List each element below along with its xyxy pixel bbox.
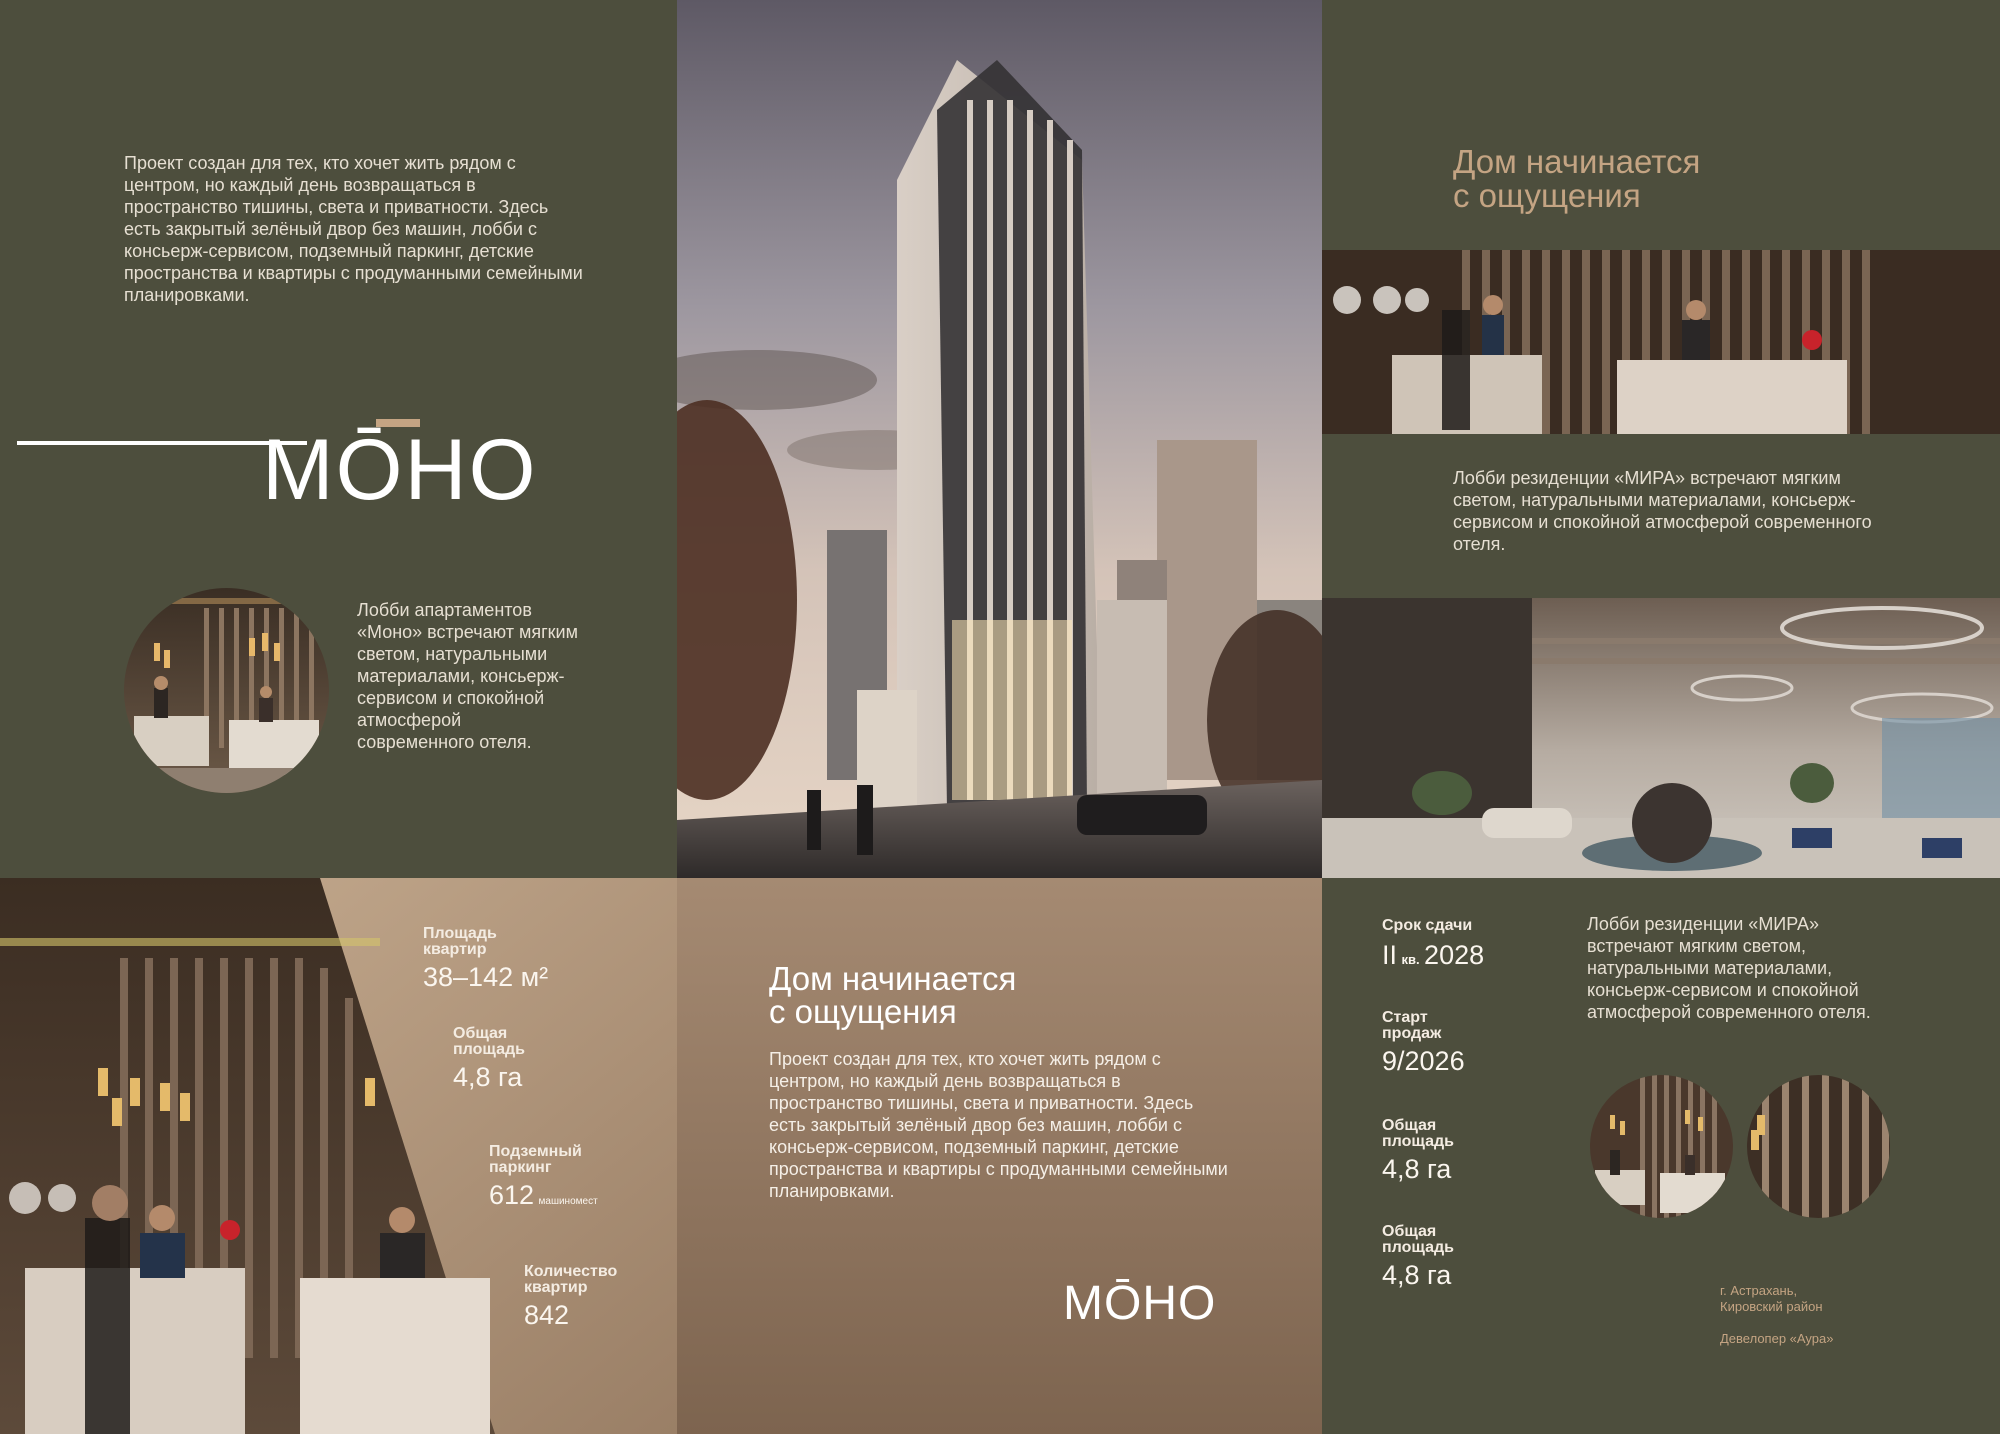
rstat-3-label: Общая площадь	[1382, 1117, 1454, 1150]
developer: Девелопер «Аура»	[1720, 1331, 1834, 1346]
right-top-caption: Лобби резиденции «МИРА» встречают мягким светом, натуральными материалами, консьерж-сервисом и спокойной атмосферой современного отеля.	[1453, 468, 1872, 554]
rstat-2-label: Старт продаж	[1382, 1009, 1442, 1042]
rstat-1-prefix: II	[1382, 940, 1398, 970]
rstat-2	[1382, 1010, 1465, 1076]
bottom-right-panel	[1322, 878, 2000, 1434]
stat-3-value: 612	[489, 1180, 535, 1210]
rstat-1-small: кв.	[1401, 952, 1420, 967]
small-lobby-circle-2	[1747, 1075, 1890, 1218]
rstat-4-value: 4,8 га	[1382, 1260, 1452, 1290]
bottom-right-caption: Лобби резиденции «МИРА» встречают мягким светом, натуральными материалами, консьерж-сервисом и спокойной атмосферой современного отеля.	[1587, 914, 1871, 1022]
center-title-line-2: с ощущения	[769, 993, 957, 1030]
stat-2-label: Общая площадь	[453, 1025, 525, 1058]
left-top-panel	[0, 0, 677, 878]
stat-1-label: Площадь квартир	[423, 925, 497, 958]
stat-3	[489, 1144, 599, 1210]
stat-1	[423, 926, 548, 992]
rstat-1	[1382, 918, 1484, 970]
logo-wordmark: МŌНО	[262, 422, 538, 518]
intro-text: Проект создан для тех, кто хочет жить рядом с центром, но каждый день возвращаться в пространство тишины, света и приватности. Здесь есть закрытый зелёный двор без машин, лобби с консьерж-сервисом, подземный паркинг, детские пространства и квартиры с продуманными семейными планировками.	[124, 153, 583, 305]
center-body: Проект создан для тех, кто хочет жить рядом с центром, но каждый день возвращаться в пространство тишины, света и приватности. Здесь есть закрытый зелёный двор без машин, лобби с консьерж-сервисом, подземный паркинг, детские пространства и квартиры с продуманными семейными планировками.	[769, 1049, 1228, 1201]
rstat-4	[1382, 1224, 1462, 1290]
stat-2-value: 4,8 га	[453, 1062, 523, 1092]
lobby-caption: Лобби апартаментов «Моно» встречают мягким светом, натуральными материалами, консьерж-сервисом и спокойной атмосферой современного отеля.	[357, 600, 578, 752]
stat-3-value-row	[489, 1180, 599, 1210]
rstat-4-label: Общая площадь	[1382, 1223, 1454, 1256]
stat-1-value: 38–142 м²	[423, 962, 549, 992]
rstat-2-value: 9/2026	[1382, 1046, 1465, 1076]
rstat-1-label: Срок сдачи	[1382, 917, 1473, 934]
center-title-line-1: Дом начинается	[769, 960, 1017, 997]
tower-photo	[677, 0, 1322, 878]
title-line-1: Дом начинается	[1453, 143, 1701, 180]
stat-4	[524, 1264, 634, 1330]
rstat-3-value: 4,8 га	[1382, 1154, 1452, 1184]
rstat-3	[1382, 1118, 1462, 1184]
center-title	[769, 962, 1016, 1028]
atrium-photo	[1322, 598, 2000, 878]
rstat-1-value-row	[1382, 940, 1484, 970]
small-lobby-circle-1	[1590, 1075, 1733, 1218]
stat-3-unit: машиномест	[538, 1196, 598, 1207]
address: г. Астрахань, Кировский район	[1720, 1283, 1823, 1314]
stat-3-label: Подземный паркинг	[489, 1143, 582, 1176]
reception-photo	[1322, 250, 2000, 434]
stat-4-value: 842	[524, 1300, 570, 1330]
right-top-panel	[1322, 0, 2000, 878]
lobby-circle-photo	[124, 588, 329, 793]
bottom-center-panel	[677, 878, 1322, 1434]
center-logo-wordmark: МŌНО	[1063, 1277, 1217, 1330]
right-top-title	[1453, 145, 1700, 213]
bottom-left-panel	[0, 878, 677, 1434]
rstat-1-value: 2028	[1424, 940, 1485, 970]
stat-2	[453, 1026, 543, 1092]
title-line-2: с ощущения	[1453, 177, 1641, 214]
stat-4-label: Количество квартир	[524, 1263, 618, 1296]
